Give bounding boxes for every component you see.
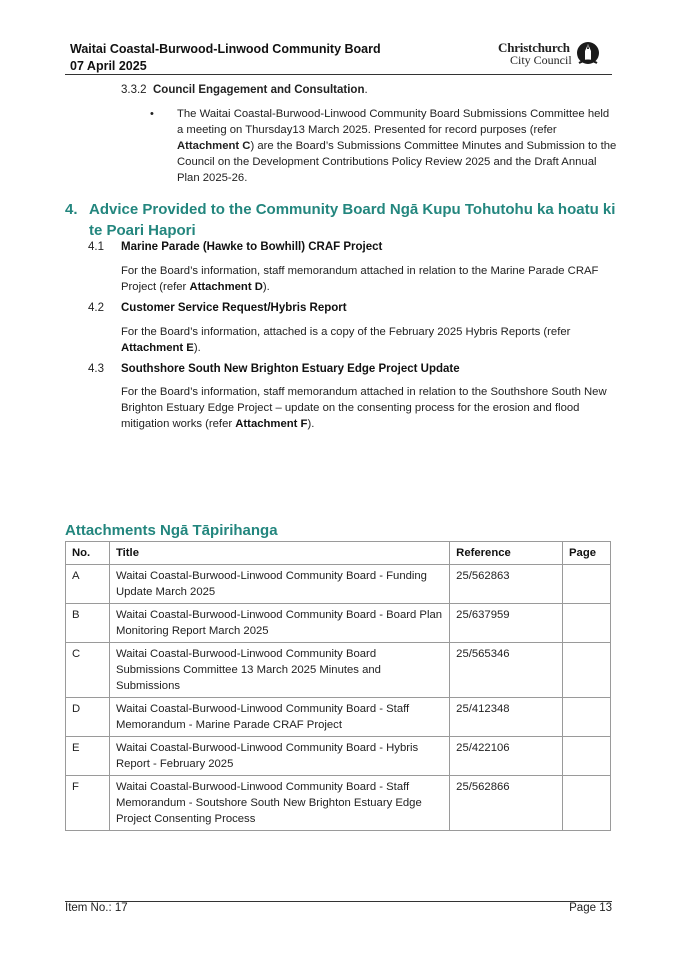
cell-page — [563, 565, 611, 604]
cell-page — [563, 604, 611, 643]
table-row — [66, 737, 611, 776]
bullet-dot-icon: • — [150, 108, 154, 120]
table-row — [66, 604, 611, 643]
bullet-paragraph: The Waitai Coastal-Burwood-Linwood Community Board Submissions Committee held a meeting on Thursday13 March 2025. Presented for record purposes (refer Attachment C) are the Board’s Submissions Committee Minutes and Submission to the Council on the Development Contributions Policy Review 2025 and the Draft Annual Plan 2025-26. — [177, 108, 617, 184]
cell-title: Waitai Coastal-Burwood-Linwood Community Board - Hybris Report - February 2025 — [109, 737, 449, 776]
item-number: 4.3 — [88, 363, 104, 375]
header-divider — [65, 74, 612, 75]
table-row — [66, 698, 611, 737]
item-title: Customer Service Request/Hybris Report — [121, 302, 347, 314]
cell-no: B — [66, 604, 110, 643]
cell-title: Waitai Coastal-Burwood-Linwood Community Board - Funding Update March 2025 — [109, 565, 449, 604]
cell-title: Waitai Coastal-Burwood-Linwood Community Board - Staff Memorandum - Marine Parade CRAF Project — [109, 698, 449, 737]
item-body: For the Board’s information, staff memorandum attached in relation to the Marine Parade CRAF Project (refer Attachment D). — [121, 265, 599, 293]
item-title: Southshore South New Brighton Estuary Edge Project Update — [121, 363, 460, 375]
cell-reference: 25/422106 — [450, 737, 563, 776]
column-header-no: No. — [66, 542, 110, 565]
footer-divider — [65, 901, 612, 902]
item-title: Marine Parade (Hawke to Bowhill) CRAF Project — [121, 241, 383, 253]
cell-reference: 25/637959 — [450, 604, 563, 643]
cell-page — [563, 643, 611, 698]
item-body: For the Board’s information, attached is a copy of the February 2025 Hybris Reports (refer Attachment E). — [121, 326, 571, 354]
item-number: 4.2 — [88, 302, 104, 314]
table-row — [66, 643, 611, 698]
cell-reference: 25/562866 — [450, 776, 563, 831]
page-number: Page 13 — [569, 902, 612, 914]
subsection-number: 3.3.2 — [121, 84, 147, 96]
attachments-heading: Attachments Ngā Tāpirihanga — [65, 522, 278, 539]
attachment-c-ref: Attachment C — [177, 140, 251, 152]
cell-title: Waitai Coastal-Burwood-Linwood Community Board - Staff Memorandum - Soutshore South New Brighton Estuary Edge Project Consenting Process — [109, 776, 449, 831]
council-logo — [498, 40, 610, 70]
column-header-title: Title — [109, 542, 449, 565]
cathedral-logo-icon — [576, 41, 600, 67]
cell-no: A — [66, 565, 110, 604]
cell-page — [563, 737, 611, 776]
subsection-title: Council Engagement and Consultation. — [153, 84, 368, 96]
table-row — [66, 565, 611, 604]
cell-no: F — [66, 776, 110, 831]
logo-text-line2: City Council — [510, 53, 572, 67]
page-header-title — [70, 41, 381, 75]
cell-no: E — [66, 737, 110, 776]
cell-reference: 25/412348 — [450, 698, 563, 737]
table-row — [66, 776, 611, 831]
table-header-row — [66, 542, 611, 565]
cell-reference: 25/565346 — [450, 643, 563, 698]
item-number-footer: Item No.: 17 — [65, 902, 128, 914]
logo-text-line1: Christchurch — [498, 40, 570, 55]
cell-no: D — [66, 698, 110, 737]
column-header-reference: Reference — [450, 542, 563, 565]
cell-title: Waitai Coastal-Burwood-Linwood Community Board Submissions Committee 13 March 2025 Minutes and Submissions — [109, 643, 449, 698]
cell-title: Waitai Coastal-Burwood-Linwood Community Board - Board Plan Monitoring Report March 2025 — [109, 604, 449, 643]
section-title: Advice Provided to the Community Board Ngā Kupu Tohutohu ka hoatu ki te Poari Hapori — [89, 201, 616, 239]
item-number: 4.1 — [88, 241, 104, 253]
column-header-page: Page — [563, 542, 611, 565]
meeting-date: 07 April 2025 — [70, 59, 147, 73]
item-body: For the Board’s information, staff memorandum attached in relation to the Southshore South New Brighton Estuary Edge Project – update on the consenting process for the erosion and flood mitigation works (refer Attachment F). — [121, 386, 607, 430]
cell-no: C — [66, 643, 110, 698]
cell-page — [563, 776, 611, 831]
section-number: 4. — [65, 201, 78, 218]
board-name: Waitai Coastal-Burwood-Linwood Community Board — [70, 42, 381, 56]
cell-page — [563, 698, 611, 737]
attachments-table — [65, 541, 611, 831]
cell-reference: 25/562863 — [450, 565, 563, 604]
